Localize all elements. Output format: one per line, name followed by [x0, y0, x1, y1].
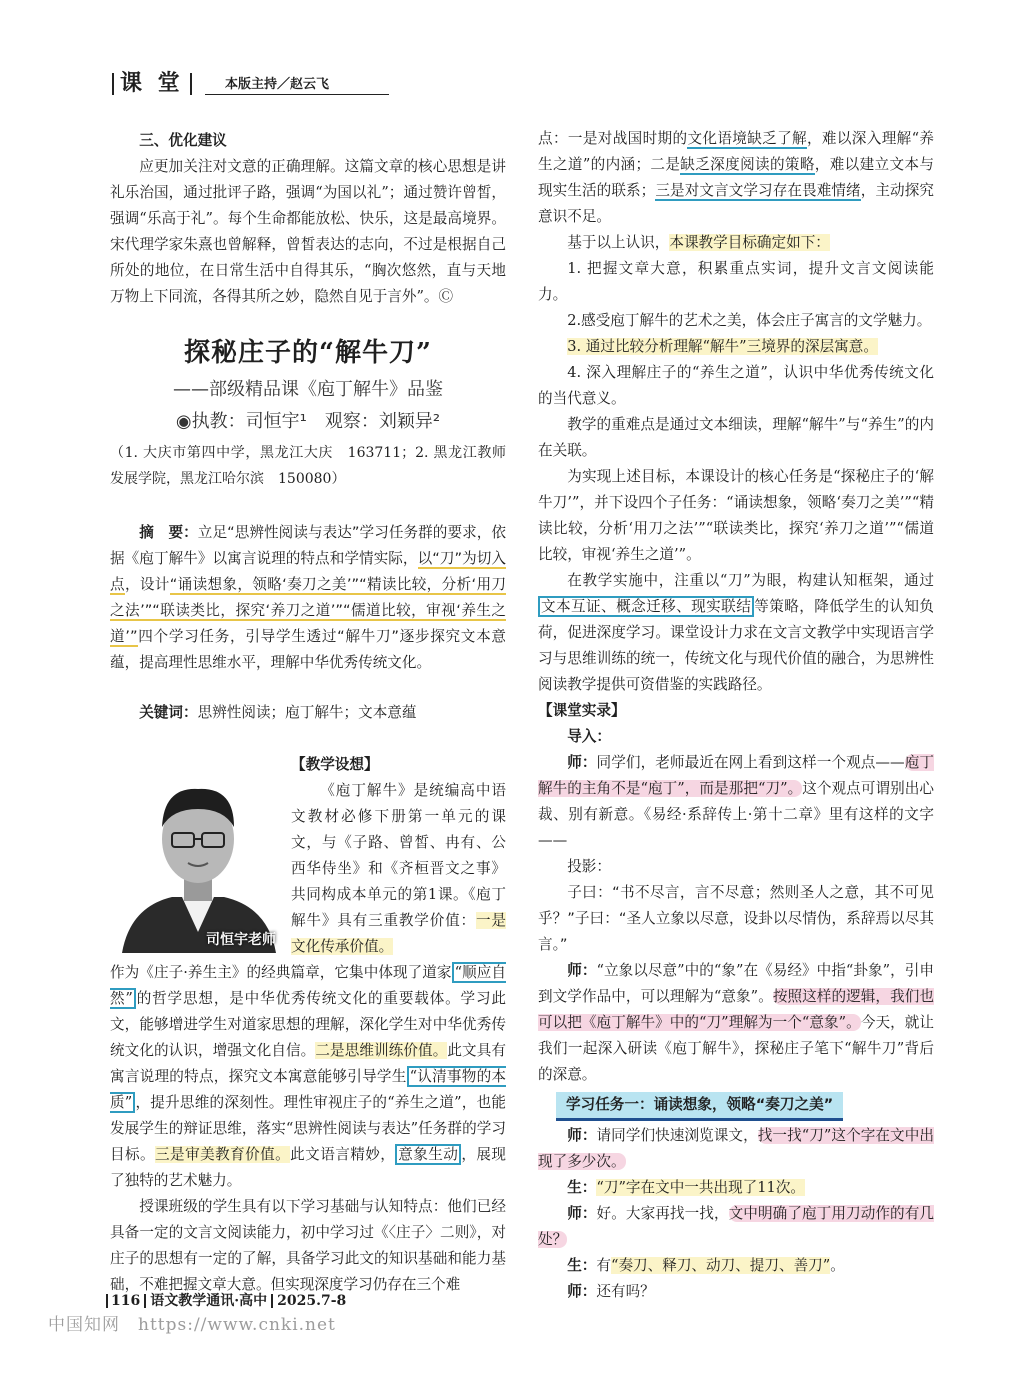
text: ，难以建立文本与现实生活的联系； — [538, 156, 934, 199]
text: 立足“思辨性阅读与表达”学习任务群的要求，依据《庖丁解牛》以寓言说理的特点和学情实际， — [110, 524, 506, 567]
paragraph — [110, 154, 506, 310]
boxed-phrase: “认清事物的本质” — [110, 1068, 506, 1111]
dialogue-line — [538, 1175, 934, 1201]
speaker: 师： — [567, 1205, 597, 1222]
portrait-image — [112, 757, 284, 953]
task-heading: 学习任务一：诵读想象，领略“奏刀之美” — [556, 1092, 843, 1121]
text: 今天，就让我们一起深入研读《庖丁解牛》，探秘庄子笔下“解牛刀”背后的深意。 — [538, 1014, 934, 1083]
text: “立象以尽意”中的“象”在《易经》中指“卦象”，引申到文学作品中，可以理解为“意象”。 — [538, 962, 934, 1005]
abstract-label: 摘 要： — [139, 524, 198, 541]
section-title: 课 堂 — [120, 70, 184, 96]
page-number: 116 — [111, 1293, 141, 1309]
goal-item: 1. 把握文章大意，积累重点实词，提升文言文阅读能力。 — [538, 260, 934, 303]
speaker: 师： — [567, 1283, 597, 1300]
right-column — [538, 126, 934, 1305]
goal-item — [538, 334, 934, 360]
highlight: “奏刀、释刀、动刀、提刀、善刀” — [611, 1257, 831, 1274]
divider — [271, 1294, 273, 1308]
host-credit: 本版主持／赵云飞 — [205, 73, 389, 95]
teaching-design-top — [291, 752, 506, 960]
end-mark-icon: Ⓒ — [438, 288, 454, 305]
author-line: ◉执教：司恒宇¹ 观察：刘颖异² — [175, 411, 441, 432]
text: 点：一是对战国时期的 — [538, 130, 688, 147]
article-subtitle: ——部级精品课《庖丁解牛》品鉴 — [173, 379, 443, 400]
paragraph — [538, 230, 934, 256]
intro-label: 导入： — [567, 728, 611, 745]
text: 思辨性阅读；庖丁解牛；文本意蕴 — [197, 704, 417, 721]
divider — [106, 1294, 108, 1308]
text: 的哲学思想，是中华优秀传统文化的重要载体。学习此文，能够增进学生对道家思想的理解，深化学生对中华优秀传统文化的认识，增强文化自信。 — [110, 990, 506, 1059]
text: 等策略，降低学生的认知负荷，促进深度学习。课堂设计力求在文言文教学中实现语言学习与思维训练的统一，传统文化与现代价值的融合，为思辨性阅读教学提供可资借鉴的实践路径。 — [538, 598, 934, 693]
abstract — [110, 520, 506, 676]
underlined-phrase: “诵读想象，领略‘奏刀之美’” — [169, 576, 360, 593]
text: 《庖丁解牛》是统编高中语文教材必修下册第一单元的课文，与《子路、曾皙、冉有、公西华侍坐》和《齐桓晋文之事》共同构成本单元的第1课。《庖丁解牛》具有三重教学价值： — [291, 782, 506, 929]
paragraph: 教学的重难点是通过文本细读，理解“解牛”与“养生”的内在关联。 — [538, 416, 934, 459]
text: 同学们，老师最近在网上看到这样一个观点—— — [596, 754, 905, 771]
underlined-phrase: 文化语境缺乏了解 — [687, 130, 807, 147]
design-heading: 【教学设想】 — [291, 756, 379, 773]
dialogue-line — [538, 1123, 934, 1175]
design-paragraph: 授课班级的学生具有以下学习基础与认知特点：他们已经具备一定的文言文阅读能力，初中学习过《〈庄子〉二则》，对庄子的思想有一定的了解，具备学习此文的知识基础和能力基础，不难把握文章大意。但实现深度学习仍存在三个难 — [110, 1198, 506, 1293]
divider — [112, 73, 114, 95]
highlight: 二是思维训练价值。 — [315, 1042, 448, 1059]
paragraph — [538, 568, 934, 698]
task-heading-row — [556, 1092, 934, 1121]
journal-name: 语文教学通讯·高中 — [150, 1293, 268, 1309]
affiliation: （1. 大庆市第四中学，黑龙江大庆 163711；2. 黑龙江教师发展学院，黑龙江哈尔滨 150080） — [110, 445, 506, 487]
highlight: 按照这样的逻辑，我们也可以把《庖丁解牛》中的“刀”理解为一个“意象”。 — [538, 988, 934, 1031]
section-label — [106, 66, 198, 97]
text: 还有吗？ — [596, 1283, 655, 1300]
text: 请同学们快速浏览课文， — [596, 1127, 758, 1144]
speaker: 生： — [567, 1179, 597, 1196]
boxed-phrase: 意象生动 — [395, 1144, 461, 1165]
boxed-phrase: “顺应自然” — [110, 964, 506, 1007]
dialogue-line — [538, 1279, 934, 1305]
dialogue-line — [538, 1253, 934, 1279]
text: 好。大家再找一找， — [596, 1205, 729, 1222]
design-paragraph — [291, 778, 506, 960]
underlined-phrase: “精读比较，分析‘用刀之法’” — [110, 576, 506, 619]
keywords-text — [110, 700, 506, 726]
article-header — [110, 332, 506, 433]
text: 在教学实施中，注重以“刀”为眼，构建认知框架，通过 — [567, 572, 934, 589]
underlined-phrase: “联读类比，探究‘养刀之道’” — [152, 602, 343, 619]
highlight: 找一找“刀”这个字在文中出现了多少次。 — [538, 1127, 934, 1170]
previous-article-section — [110, 128, 506, 310]
divider — [144, 1294, 146, 1308]
text: 有 — [596, 1257, 611, 1274]
goal-item: 2.感受庖丁解牛的艺术之美，体会庄子寓言的文学魅力。 — [567, 312, 932, 329]
paragraph-text: 应更加关注对文意的正确理解。这篇文章的核心思想是讲礼乐治国，通过批评子路，强调“为国以礼”；通过赞许曾皙，强调“乐高于礼”。每个生命都能放松、快乐，这是最高境界。宋代理学家朱熹也曾解释，曾皙表达的志向，不过是根据自己所处的地位，在日常生活中自得其乐，“胸次悠然，直与天地万物上下同流，各得其所之妙，隐然自见于言外”。 — [110, 158, 506, 305]
underlined-phrase: 以“刀”为切入点 — [110, 550, 506, 593]
projection-label: 投影： — [567, 858, 611, 875]
text: 作为《庄子·养生主》的经典篇章，它集中体现了道家 — [110, 964, 452, 981]
paragraph — [538, 126, 934, 230]
underlined-phrase: 缺乏深度阅读的策略 — [680, 156, 815, 173]
highlight: 文中明确了庖丁用刀动作的有几处？ — [538, 1205, 934, 1248]
page-footer — [106, 1290, 346, 1310]
underlined-phrase: “儒道比较，审视‘养生之道’” — [110, 602, 507, 645]
abstract-text — [110, 520, 506, 676]
design-paragraph — [110, 960, 506, 1194]
text: ，提升思维的深刻性。理性审视庄子的“养生之道”，也能发展学生的辩证思维，落实“思辨性阅读与表达”任务群的学习目标。 — [110, 1094, 506, 1163]
speaker: 师： — [567, 1127, 597, 1144]
article-title: 探秘庄子的“解牛刀” — [184, 338, 432, 368]
speaker: 生： — [567, 1257, 597, 1274]
text: 基于以上认识， — [567, 234, 670, 251]
boxed-phrase: 文本互证、概念迁移、现实联结 — [538, 596, 754, 617]
highlight: 一是文化传承价值。 — [291, 912, 506, 955]
keywords-label: 关键词： — [139, 704, 198, 721]
teacher-photo — [112, 757, 284, 953]
highlight: 3. 通过比较分析理解“解牛”三境界的深层寓意。 — [567, 338, 878, 355]
speaker: 师： — [567, 754, 597, 771]
record-heading: 【课堂实录】 — [538, 702, 626, 719]
divider — [190, 73, 192, 95]
text: 。 — [830, 1257, 845, 1274]
text: ，展现了独特的艺术魅力。 — [110, 1146, 506, 1189]
speaker: 师： — [567, 962, 597, 979]
text: 这个观点可谓别出心裁、别有新意。《易经·系辞传上·第十二章》里有这样的文字—— — [538, 780, 934, 849]
dialogue-line — [538, 958, 934, 1088]
text: ，难以深入理解“养生之道”的内涵；二是 — [538, 130, 934, 173]
highlight: 本课教学目标确定如下： — [669, 234, 830, 251]
highlight: “刀”字在文中一共出现了11次。 — [596, 1179, 806, 1196]
underlined-phrase: 三是对文言文学习存在畏难情绪 — [655, 182, 861, 199]
teaching-design-body — [110, 960, 506, 1298]
keywords — [110, 700, 506, 726]
text: ，设计 — [124, 576, 170, 593]
projection-text: 子曰：“书不尽言，言不尽意；然则圣人之意，其不可见乎？”子曰：“圣人立象以尽意，设卦以尽情伪，系辞焉以尽其言。” — [538, 884, 934, 953]
dialogue-line — [538, 750, 934, 854]
text: 四个学习任务，引导学生透过“解牛刀”逐步探究文本意蕴，提高理性思维水平，理解中华优秀传统文化。 — [110, 628, 507, 671]
highlight: 庖丁解牛的主角不是“庖丁”，而是那把“刀”。 — [538, 754, 934, 797]
text: 此文语言精妙， — [290, 1146, 396, 1163]
goal-item: 4. 深入理解庄子的“养生之道”，认识中华优秀传统文化的当代意义。 — [538, 364, 934, 407]
text: ，主动探究意识不足。 — [538, 182, 934, 225]
highlight: 三是审美教育价值。 — [155, 1146, 291, 1163]
watermark: 中国知网 https://www.cnki.net — [48, 1315, 336, 1335]
photo-caption: 司恒宇老师 — [206, 932, 276, 948]
section-heading: 三、优化建议 — [139, 132, 227, 149]
text: 此文具有寓言说理的特点，探究文本寓意能够引导学生 — [110, 1042, 506, 1085]
dialogue-line — [538, 1201, 934, 1253]
issue-number: 2025.7-8 — [277, 1293, 347, 1309]
paragraph: 为实现上述目标，本课设计的核心任务是“探秘庄子的‘解牛刀’”，并下设四个子任务：“诵读想象，领略‘奏刀之美’”“精读比较，分析‘用刀之法’”“联读类比，探究‘养刀之道’”“儒道比较，审视‘养生之道’”。 — [538, 468, 934, 563]
